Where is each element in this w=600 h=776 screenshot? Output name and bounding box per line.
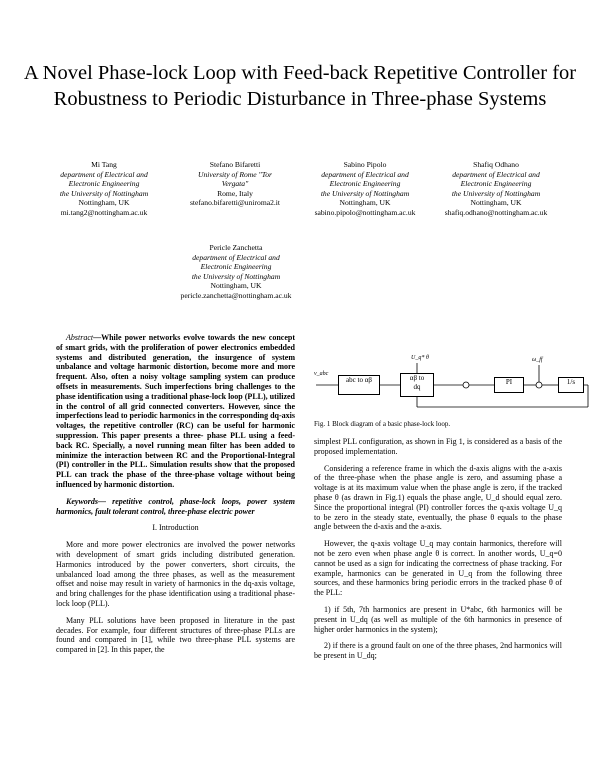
author-affiliation: department of Electrical and	[192, 252, 280, 262]
keywords-label: Keywords	[66, 496, 98, 506]
author-block	[301, 160, 429, 218]
keywords: Keywords— repetitive control, phase-lock loops, power system harmonics, fault tolerant control, three-phase electric power	[56, 496, 295, 516]
author-affiliation: Vergata"	[221, 179, 249, 189]
theta-label: θ	[426, 355, 429, 361]
right-column	[314, 437, 562, 668]
author-affiliation: the University of Nottingham	[59, 188, 149, 198]
author-email: sabino.pipolo@nottingham.ac.uk	[314, 207, 416, 217]
author-location: Nottingham, UK	[470, 198, 522, 208]
author-affiliation: department of Electrical and	[452, 169, 540, 179]
list-item: 2) if there is a ground fault on one of the three phases, 2nd harmonics will be present in U_dq;	[314, 641, 562, 661]
author-location: Nottingham, UK	[210, 281, 262, 291]
author-affiliation: University of Rome "Tor	[198, 169, 272, 179]
paragraph: Many PLL solutions have been proposed in literature in the past decades. For example, four different structures of three-phase PLLs are found and compared in [1], while two three-phase PLL systems are compared in [2]. In this paper, the	[56, 615, 295, 655]
author-location: Nottingham, UK	[339, 198, 391, 208]
block-label: 1/s	[566, 378, 576, 386]
figure-caption: Fig. 1 Block diagram of a basic phase-lock loop.	[314, 420, 451, 428]
author-affiliation: Electronic Engineering	[329, 179, 401, 189]
author-block	[171, 243, 301, 301]
block-label: αβ to	[409, 374, 425, 382]
author-email: shafiq.odhano@nottingham.ac.uk	[444, 207, 548, 217]
author-name: Shafiq Odhano	[473, 160, 519, 169]
abc-to-alphabeta-block	[338, 375, 380, 395]
left-column	[56, 333, 295, 662]
paper-title: A Novel Phase-lock Loop with Feed-back Repetitive Controller for Robustness to Periodic Disturbance in Three-phase Systems	[23, 62, 577, 110]
author-name: Mi Tang	[91, 160, 117, 169]
abstract-text: While power networks evolve towards the new concept of smart grids, with the proliferation of power electronics embedded systems and distributed generation, the insurgence of system unbalance and voltage harmonic distortion, become more and more frequent. Also, often a noisy voltage sampling system can produce offsets in measurements. Such imperfections bring challenges to the phase identification using a traditional phase-lock loop (PLL), utilized in the control of all grid connected converters. However, since the imperfections lead to periodic harmonics in the corresponding dq-axis voltages, the repetitive controller (RC) can be useful for harmonic suppression. This paper presents a three- phase PLL using a feed-back RC. Specially, a novel running mean filter has been added to minimize the interaction between RC and the Proportional-Integral (PI) controller in the PLL. Simulation results show that the proposed PLL can track the phase of the three-phase voltage without being influenced by harmonic distortion.	[56, 333, 295, 489]
author-affiliation: Electronic Engineering	[200, 262, 272, 272]
paragraph: Considering a reference frame in which the d-axis aligns with the a-axis of the three-phase when the phase angle is zero, and assuming phase a voltage is at its maximum value when the phase angle is zero, if the tracked phase θ (as drawn in Fig.1) equals the phase angle, U_d should equal zero. Since the proportional integral (PI) controller forces the q-axis voltage U_q to be zero in the steady state, eventually, the phase θ equals to the phase angle between the d-axis and the a-axis.	[314, 463, 562, 532]
author-affiliation: Electronic Engineering	[68, 179, 140, 189]
author-affiliation: the University of Nottingham	[451, 188, 541, 198]
input-label: v_abc	[314, 371, 329, 377]
paragraph: simplest PLL configuration, as shown in Fig 1, is considered as a basis of the proposed implementation.	[314, 437, 562, 456]
author-affiliation: department of Electrical and	[321, 169, 409, 179]
author-affiliation: the University of Nottingham	[320, 188, 410, 198]
author-block	[171, 160, 299, 208]
block-label: PI	[505, 378, 513, 386]
omega-label: ω_ff	[532, 357, 543, 363]
author-block	[432, 160, 560, 218]
author-name: Stefano Bifaretti	[209, 160, 261, 169]
integrator-block	[558, 377, 584, 393]
paragraph: However, the q-axis voltage U_q may contain harmonics, therefore will not be zero even when phase angle θ is correct. In another words, U_q=0 cannot be used as a sign for indicating the correctness of phase tracking. For example, harmonics can be generated in U_q from the following three sources, and these harmonics bring periodic errors in the tracked phase θ of the PLL:	[314, 539, 562, 598]
author-name: Sabino Pipolo	[343, 160, 387, 169]
list-item: 1) if 5th, 7th harmonics are present in U*abc, 6th harmonics will be present in U_dq (as well as multiple of the 6th harmonics in presence of higher order harmonics in the system);	[314, 604, 562, 634]
paragraph: More and more power electronics are involved the power networks with development of smart grids including distributed generation. Harmonics introduced by the power converters, short circuits, the unbalanced load among the three phases, as well as the measurement offset and noise may result in variety of harmonics in the dq-axis voltage, and bring challenges for the phase identification using a traditional phase-lock loop (PLL).	[56, 540, 295, 608]
block-label: dq	[413, 383, 421, 391]
author-location: Nottingham, UK	[78, 198, 130, 208]
block-diagram	[314, 355, 590, 411]
keywords-text: repetitive control, phase-lock loops, power system harmonics, fault tolerant control, three-phase electric power	[56, 496, 295, 516]
reference-label: U_q*	[411, 355, 425, 361]
block-label: abc to αβ	[346, 376, 372, 384]
author-email: mi.tang2@nottingham.ac.uk	[60, 207, 148, 217]
author-name: Pericle Zanchetta	[209, 243, 263, 252]
author-block	[40, 160, 168, 218]
author-email: stefano.bifaretti@uniroma2.it	[189, 198, 281, 208]
author-email: pericle.zanchetta@nottingham.ac.uk	[180, 290, 292, 300]
author-location: Rome, Italy	[217, 188, 253, 198]
alphabeta-to-dq-block	[400, 373, 434, 397]
abstract-label: Abstract	[66, 333, 94, 342]
author-affiliation: department of Electrical and	[60, 169, 148, 179]
author-affiliation: Electronic Engineering	[460, 179, 532, 189]
section-heading: I. Introduction	[152, 523, 199, 533]
pi-block	[494, 377, 524, 393]
author-affiliation: the University of Nottingham	[191, 271, 281, 281]
abstract: Abstract—While power networks evolve towards the new concept of smart grids, with the proliferation of power electronics embedded systems and distributed generation, the insurgence of system unbalance and voltage harmonic distortion, become more and more frequent. Also, often a noisy voltage sampling system can produce offsets in measurements. Such imperfections bring challenges to the phase identification using a traditional phase-lock loop (PLL), utilized in the control of all grid connected converters. However, since the imperfections lead to periodic harmonics in the corresponding dq-axis voltages, the repetitive controller (RC) can be useful for harmonic suppression. This paper presents a three- phase PLL using a feed-back RC. Specially, a novel running mean filter has been added to minimize the interaction between RC and the Proportional-Integral (PI) controller in the PLL. Simulation results show that the proposed PLL can track the phase of the three-phase voltage without being influenced by harmonic distortion.	[56, 333, 295, 489]
